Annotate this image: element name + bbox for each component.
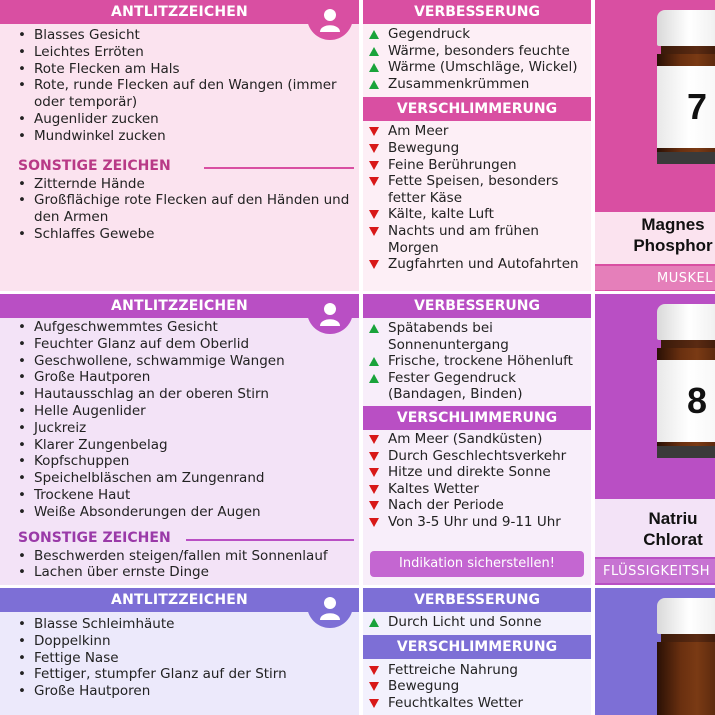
signs-panel [0,588,359,715]
divider [186,539,354,541]
indication-note-button[interactable]: Indikation sicherstellen! [370,551,584,577]
arrow-down-icon [369,127,379,136]
list-item: • Klarer Zungenbelag [18,437,359,454]
list-item: • Großflächige rote Flecken auf den Händen und den Armen [18,192,359,226]
item-text: Am Meer (Sandküsten) [388,430,543,447]
remedy-card [595,588,715,715]
other-signs-list [0,548,359,582]
item-text: Kaltes Wetter [388,480,479,497]
arrow-down-icon [369,260,379,269]
remedy-name [595,214,715,256]
list-item [369,662,591,679]
list-item: • Mundwinkel zucken [18,128,359,145]
list-item [369,256,591,273]
worse-list [363,123,591,272]
list-item [369,173,591,206]
list-item: • Schlaffes Gewebe [18,226,359,243]
better-list [363,614,591,631]
signs-list [0,319,359,521]
signs-list [0,27,359,145]
item-text: Frische, trockene Höhenluft [388,353,573,370]
better-header: VERBESSERUNG [363,294,591,318]
list-item: • Feuchter Glanz auf dem Oberlid [18,336,359,353]
arrow-down-icon [369,699,379,708]
bottle-number: 8 [657,360,715,442]
other-signs-heading-label: SONSTIGE ZEICHEN [18,157,171,174]
bottle-image [657,598,715,715]
list-item: • Rote Flecken am Hals [18,61,359,78]
item-text: Fette Speisen, besonders fetter Käse [388,173,559,206]
arrow-up-icon [369,618,379,627]
item-text: Hitze und direkte Sonne [388,464,551,481]
remedy-name-line2: Chlorat [643,530,703,549]
list-item [369,140,591,157]
arrow-down-icon [369,161,379,170]
list-item: • Große Hautporen [18,683,359,700]
remedy-card [595,0,715,291]
item-text: Nach der Periode [388,497,504,514]
list-item: • Helle Augenlider [18,403,359,420]
list-item: • Fettiger, stumpfer Glanz auf der Stirn [18,666,359,683]
item-text: Gegendruck [388,26,471,42]
item-text: Fettreiche Nahrung [388,661,518,678]
item-text: Bewegung [388,139,460,156]
signs-list [0,616,359,700]
bottle-body [657,54,715,164]
item-text: Zusammenkrümmen [388,75,530,92]
bottle-number: 7 [657,66,715,148]
list-item: • Trockene Haut [18,487,359,504]
item-text: Von 3-5 Uhr und 9-11 Uhr [388,513,561,530]
arrow-up-icon [369,80,379,89]
section-natrium [0,294,715,585]
arrow-up-icon [369,63,379,72]
category-bar: FLÜSSIGKEITSH [595,559,715,583]
bottle-body [657,348,715,458]
item-text: Bewegung [388,678,460,695]
arrow-up-icon [369,374,379,383]
list-item [369,123,591,140]
better-list [363,26,591,92]
worse-list [363,431,591,531]
list-item: • Blasses Gesicht [18,27,359,44]
bottle-cap [657,10,715,46]
bottle-image [657,10,715,164]
worse-header: VERSCHLIMMERUNG [363,406,591,430]
list-item: • Augenlider zucken [18,111,359,128]
arrow-down-icon [369,501,379,510]
item-text: Wärme (Umschläge, Wickel) [388,59,578,76]
item-text: Spätabends bei Sonnenuntergang [388,320,509,353]
signs-header [0,0,359,24]
list-item [369,448,591,465]
list-item: • Rote, runde Flecken auf den Wangen (immer oder temporär) [18,77,359,111]
signs-header-label: ANTLITZZEICHEN [111,592,248,608]
bottle-cap [657,598,715,634]
signs-panel [0,0,359,291]
item-text: Zugfahrten und Autofahrten [388,256,579,273]
list-item [369,223,591,256]
list-item: • Speichelbläschen am Zungenrand [18,470,359,487]
bottle-base [657,152,715,164]
worse-header: VERSCHLIMMERUNG [363,635,591,659]
list-item [369,370,591,403]
item-text: Kälte, kalte Luft [388,206,494,223]
arrow-down-icon [369,210,379,219]
remedy-card [595,294,715,585]
list-item [369,514,591,531]
list-item [369,464,591,481]
arrow-down-icon [369,518,379,527]
item-text: Durch Licht und Sonne [388,614,542,630]
arrow-up-icon [369,357,379,366]
list-item: • Kopfschuppen [18,453,359,470]
modalities-panel [363,294,591,585]
list-item [369,481,591,498]
arrow-down-icon [369,227,379,236]
other-signs-heading-label: SONSTIGE ZEICHEN [18,529,171,546]
item-text: Durch Geschlechtsverkehr [388,447,567,464]
arrow-down-icon [369,452,379,461]
bottle-cap [657,304,715,340]
modalities-panel [363,588,591,715]
list-item: • Zitternde Hände [18,176,359,193]
list-item [369,76,591,93]
signs-header [0,588,359,612]
other-signs-heading [18,158,359,174]
list-item: • Leichtes Erröten [18,44,359,61]
remedy-name [595,508,715,550]
list-item [369,59,591,76]
list-item: • Beschwerden steigen/fallen mit Sonnenlauf [18,548,359,565]
signs-panel [0,294,359,585]
arrow-down-icon [369,485,379,494]
remedy-name-line1: Magnes [641,215,705,234]
list-item: • Geschwollene, schwammige Wangen [18,353,359,370]
list-item [369,206,591,223]
list-item [369,614,591,631]
list-item [369,157,591,174]
bottle-neck [661,340,715,348]
better-list [363,320,591,403]
list-item [369,353,591,370]
item-text: Fester Gegendruck (Bandagen, Binden) [388,369,523,403]
item-text: Am Meer [388,123,449,140]
other-signs-heading [18,530,359,546]
list-item [369,431,591,448]
list-item: • Weiße Absonderungen der Augen [18,504,359,521]
item-text: Feuchtkaltes Wetter [388,694,523,711]
list-item: • Juckreiz [18,420,359,437]
list-item: • Große Hautporen [18,369,359,386]
modalities-panel [363,0,591,291]
remedy-name-line1: Natriu [648,509,698,528]
list-item: • Lachen über ernste Dinge [18,564,359,581]
bottle-neck [661,46,715,54]
worse-list [363,662,591,712]
list-item [369,695,591,712]
arrow-up-icon [369,47,379,56]
bottle-image [657,304,715,458]
worse-header: VERSCHLIMMERUNG [363,97,591,121]
arrow-up-icon [369,324,379,333]
list-item: • Fettige Nase [18,650,359,667]
arrow-down-icon [369,435,379,444]
list-item [369,320,591,353]
section-magnesium [0,0,715,291]
signs-header-label: ANTLITZZEICHEN [111,4,248,20]
list-item [369,43,591,60]
bottle-body [657,642,715,715]
list-item: • Aufgeschwemmtes Gesicht [18,319,359,336]
list-item: • Hautausschlag an der oberen Stirn [18,386,359,403]
section-next [0,588,715,715]
list-item [369,497,591,514]
remedy-name-line2: Phosphor [633,236,713,255]
arrow-up-icon [369,30,379,39]
better-header: VERBESSERUNG [363,588,591,612]
item-text: Wärme, besonders feuchte [388,42,570,59]
better-header: VERBESSERUNG [363,0,591,24]
list-item: • Blasse Schleimhäute [18,616,359,633]
bottle-base [657,446,715,458]
other-signs-list [0,176,359,243]
arrow-down-icon [369,682,379,691]
item-text: Nachts und am frühen Morgen [388,222,539,256]
item-text: Feine Berührungen [388,156,517,173]
signs-header-label: ANTLITZZEICHEN [111,298,248,314]
signs-header [0,294,359,318]
arrow-down-icon [369,468,379,477]
arrow-down-icon [369,177,379,186]
list-item: • Doppelkinn [18,633,359,650]
divider [204,167,354,169]
arrow-down-icon [369,144,379,153]
bottle-neck [661,634,715,642]
list-item [369,678,591,695]
list-item [369,26,591,43]
category-bar: MUSKEL [595,266,715,290]
arrow-down-icon [369,666,379,675]
